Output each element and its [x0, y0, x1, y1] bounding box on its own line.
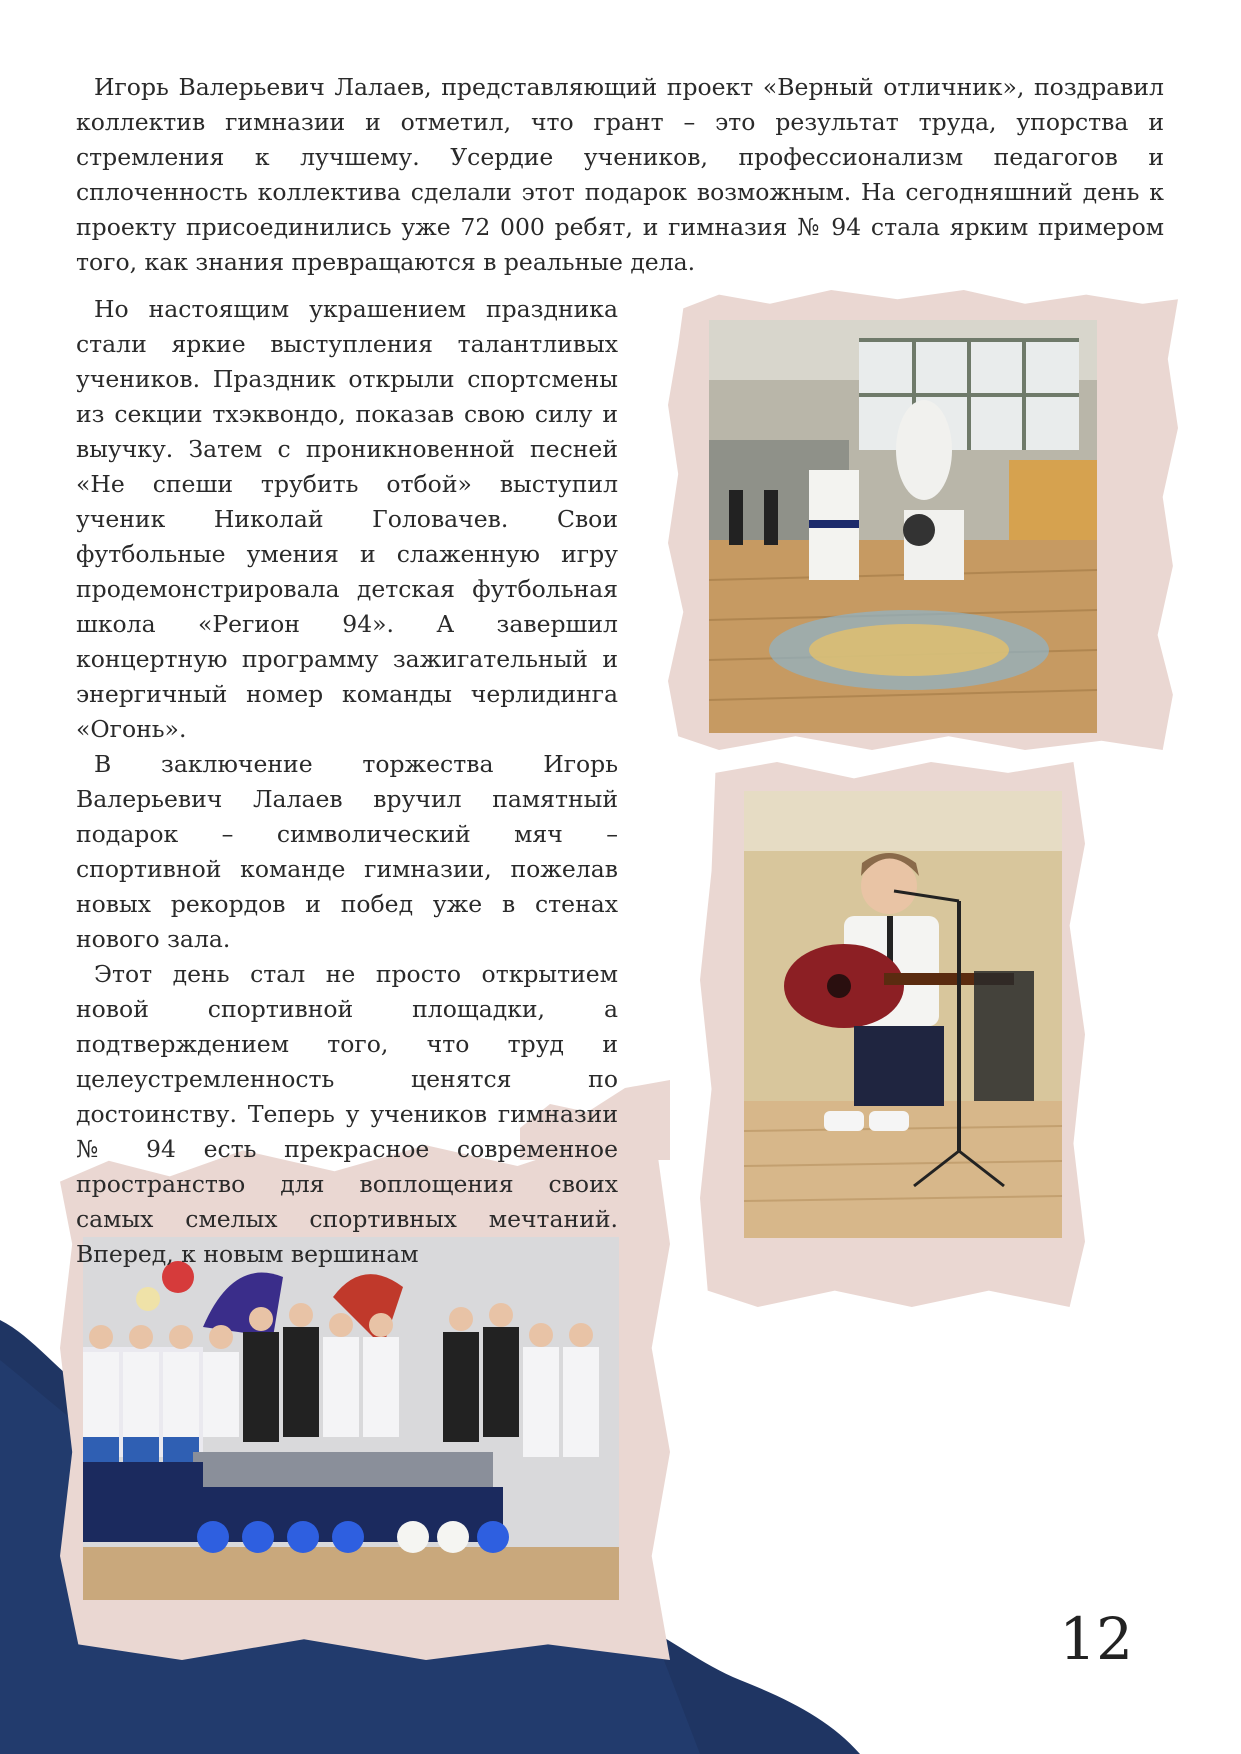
main-text-column — [76, 292, 618, 1272]
performances-paragraph: Но настоящим украшением праздника стали яркие выступления талантливых учеников. Праздник открыли спортсмены из секции тхэквондо, показав свою силу и выучку. Затем с проникновенной песней «Не спеши трубить отбой» выступил ученик Николай Головачев. Свои футбольные умения и слаженную игру продемонстрировала детская футбольная школа «Регион 94». А завершил концертную программу зажигательный и энергичный номер команды черлидинга «Огонь». — [76, 295, 618, 743]
guitar-performance-photo — [744, 791, 1062, 1238]
final-paragraph: Этот день стал не просто открытием новой спортивной площадки, а подтверждением того, что труд и целеустремленность ценятся по достоинству. Теперь у учеников гимназии № 94 есть прекрасное современное пространство для воплощения своих самых смелых спортивных мечтаний. Вперед, к новым вершинам — [76, 960, 618, 1268]
intro-paragraph: Игорь Валерьевич Лалаев, представляющий проект «Верный отличник», поздравил коллектив гимназии и отметил, что грант – это результат труда, упорства и стремления к лучшему. Усердие учеников, профессионализм педагогов и сплоченность коллектива сделали этот подарок возможным. На сегодняшний день к проекту присоединились уже 72 000 ребят, и гимназия № 94 стала ярким примером того, как знания превращаются в реальные дела. — [76, 73, 1164, 276]
taekwondo-photo — [709, 320, 1097, 733]
page-number: 12 — [1059, 1605, 1133, 1673]
group-photo — [83, 1237, 619, 1600]
conclusion-paragraph: В заключение торжества Игорь Валерьевич Лалаев вручил памятный подарок – символический мяч – спортивной команде гимназии, пожелав новых рекордов и побед уже в стенах нового зала. — [76, 750, 618, 953]
